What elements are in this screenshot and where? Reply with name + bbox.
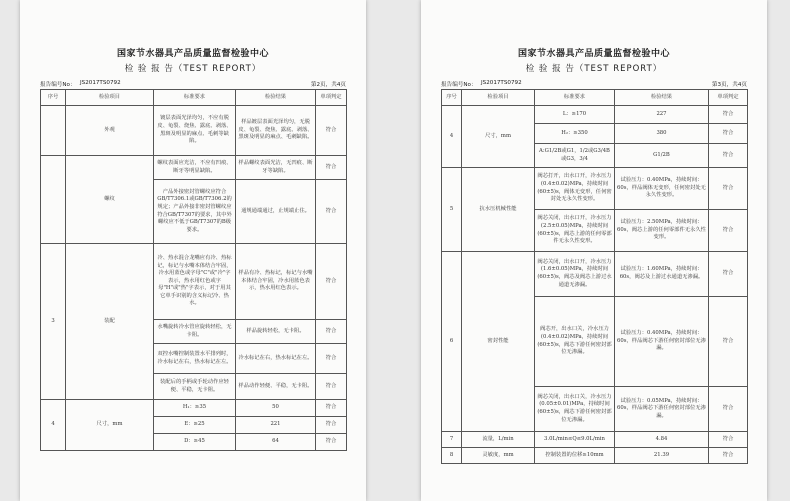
cell-requirement: E：≥25 — [154, 417, 236, 434]
cell-item: 灵敏度，mm — [462, 448, 535, 464]
cell-item: 尺寸，mm — [462, 106, 535, 168]
cell-verdict: 符合 — [709, 432, 748, 448]
report-no-label: 报告编号No： — [40, 82, 76, 88]
cell-requirement: H₂：≥350 — [535, 124, 615, 144]
cell-verdict: 符合 — [316, 374, 347, 400]
report-no: JS2017TS0792 — [80, 80, 121, 86]
inspection-table — [441, 89, 748, 464]
cell-result: 通规通端通过，止规端止住。 — [236, 180, 316, 244]
report-title: 检 验 报 告（TEST REPORT） — [525, 64, 663, 74]
cell-verdict: 符合 — [316, 320, 347, 344]
cell-verdict: 符合 — [316, 344, 347, 374]
table-row — [442, 252, 748, 297]
cell-no — [41, 106, 66, 156]
table-row — [442, 448, 748, 464]
cell-verdict: 符合 — [709, 168, 748, 210]
report-title: 检 验 报 告（TEST REPORT） — [124, 64, 262, 74]
cell-result: 50 — [236, 400, 316, 417]
cell-result: 64 — [236, 434, 316, 451]
cell-result: 227 — [615, 106, 709, 124]
cell-result: 试验压力：0.40MPa，持续时间：60s，样品阀芯下游任何密封部位无渗漏。 — [615, 297, 709, 387]
cell-requirement: 阀芯关闭，出水口关，冷水压力(0.05±0.01)MPa，持续时间(60±5)s，阀芯下游任何密封部位无渗漏。 — [535, 387, 615, 432]
table-row — [41, 106, 347, 156]
cell-requirement: 螺纹表面应光洁，不应有凹痕、断牙等明显缺陷。 — [154, 156, 236, 180]
cell-result: 试验压力：0.40MPa，持续时间：60s，样品阀体无变形，任何密封处无永久性变形。 — [615, 168, 709, 210]
cell-verdict: 符合 — [709, 448, 748, 464]
cell-requirement: 阀芯关闭，出水口开，冷水压力(2.5±0.05)MPa，持续时间(60±5)s，阀芯上游的任何零部件无永久性变形。 — [535, 210, 615, 252]
cell-item: 外观 — [66, 106, 154, 156]
cell-requirement: 3.0L/min≤Q≤9.0L/min — [535, 432, 615, 448]
col-header-result: 检验结果 — [615, 90, 709, 106]
cell-requirement: 阀芯开，出水口关，冷水压力(0.4±0.02)MPa，持续时间(60±5)s，阀芯下游任何密封部位无渗漏。 — [535, 297, 615, 387]
cell-item: 抗水压机械性能 — [462, 168, 535, 252]
cell-requirement: 产品外接密封管螺纹应符合GB/T7306.1或GB/T7306.2的规定；产品外接非密封管螺纹应符合GB/T7307的要求，其中外螺纹应不低于GB/T7307的B级要求。 — [154, 180, 236, 244]
cell-requirement: D：≥45 — [154, 434, 236, 451]
table-row — [442, 168, 748, 210]
page-number: 第2页，共4页 — [310, 82, 346, 88]
col-header-verdict: 单项判定 — [316, 90, 347, 106]
cell-result: 样品螺纹表面光洁，无凹痕、断牙等缺陷。 — [236, 156, 316, 180]
report-page-2 — [20, 0, 366, 501]
cell-result: 221 — [236, 417, 316, 434]
cell-result: G1/2B — [615, 144, 709, 168]
col-header-no: 序号 — [442, 90, 462, 106]
cell-item: 流量，L/min — [462, 432, 535, 448]
cell-requirement: 装配后的手柄或手轮动作应轻便、平稳，无卡阻。 — [154, 374, 236, 400]
cell-verdict: 符合 — [316, 156, 347, 180]
cell-verdict: 符合 — [709, 106, 748, 124]
cell-requirement: H₁：≥35 — [154, 400, 236, 417]
cell-no — [41, 156, 66, 244]
cell-verdict: 符合 — [709, 144, 748, 168]
cell-no: 5 — [442, 168, 462, 252]
cell-item: 装配 — [66, 244, 154, 400]
page-number: 第3页，共4页 — [711, 82, 747, 88]
cell-item: 尺寸，mm — [66, 400, 154, 451]
cell-item: 螺纹 — [66, 156, 154, 244]
cell-no: 6 — [442, 252, 462, 432]
table-header-row — [41, 90, 347, 106]
cell-verdict: 符合 — [316, 106, 347, 156]
cell-verdict: 符合 — [709, 297, 748, 387]
table-row — [442, 106, 748, 124]
cell-result: 试验压力：0.05MPa，持续时间：60s，样品阀芯下游任何密封部位无渗漏。 — [615, 387, 709, 432]
cell-requirement: 阀芯打开，出水口开，冷水压力(0.4±0.02)MPa，持续时间(60±5)s，阀体无变形，任何密封处无永久性变形。 — [535, 168, 615, 210]
cell-requirement: 阀芯关闭，出水口开，冷水压力(1.6±0.05)MPa，持续时间(60±5)s，阀芯及阀芯上游过水通道无渗漏。 — [535, 252, 615, 297]
cell-verdict: 符合 — [316, 400, 347, 417]
cell-result: 试验压力：2.50MPa，持续时间：60s，阀芯上游的任何零部件无永久性变形。 — [615, 210, 709, 252]
cell-no: 8 — [442, 448, 462, 464]
report-no: JS2017TS0792 — [481, 80, 522, 86]
institution-name: 国家节水器具产品质量监督检验中心 — [116, 49, 269, 59]
cell-no: 3 — [41, 244, 66, 400]
col-header-item: 检验项目 — [462, 90, 535, 106]
cell-requirement: L：≥170 — [535, 106, 615, 124]
cell-verdict: 符合 — [709, 252, 748, 297]
cell-no: 4 — [442, 106, 462, 168]
cell-result: 样品动作轻便、平稳，无卡阻。 — [236, 374, 316, 400]
table-row — [41, 244, 347, 320]
col-header-requirement: 标准要求 — [535, 90, 615, 106]
cell-result: 380 — [615, 124, 709, 144]
institution-name: 国家节水器具产品质量监督检验中心 — [517, 49, 670, 59]
col-header-verdict: 单项判定 — [709, 90, 748, 106]
table-row — [41, 400, 347, 417]
cell-result: 样品有冷、热标记，标记与水嘴本体结合牢固，冷水用蓝色表示，热水用红色表示。 — [236, 244, 316, 320]
cell-item: 密封性能 — [462, 252, 535, 432]
table-row — [41, 156, 347, 180]
cell-requirement: 双控水嘴控制装置水平排列时，冷水标记在右，热水标记在左。 — [154, 344, 236, 374]
cell-result: 冷水标记在右，热水标记在左。 — [236, 344, 316, 374]
cell-result: 样品镀层表面光泽均匀，无脱皮、龟裂、烧焦、露底、剥落、黑斑及明显的麻点、毛刺缺陷。 — [236, 106, 316, 156]
cell-requirement: 水嘴旋转冷水管应旋转轻松，无卡阻。 — [154, 320, 236, 344]
cell-verdict: 符合 — [316, 417, 347, 434]
report-page-3 — [421, 0, 767, 501]
cell-verdict: 符合 — [316, 434, 347, 451]
cell-result: 样品旋转轻松，无卡阻。 — [236, 320, 316, 344]
cell-requirement: 镀层表面光泽均匀，不应有脱皮、龟裂、烧焦、露底、剥落、黑斑及明显的麻点、毛刺等缺陷。 — [154, 106, 236, 156]
col-header-requirement: 标准要求 — [154, 90, 236, 106]
col-header-no: 序号 — [41, 90, 66, 106]
report-no-label: 报告编号No： — [441, 82, 477, 88]
cell-verdict: 符合 — [709, 387, 748, 432]
inspection-table — [40, 89, 347, 451]
cell-requirement: A:G1/2B或G1，1/2或G3/4B或G3，3/4 — [535, 144, 615, 168]
col-header-result: 检验结果 — [236, 90, 316, 106]
cell-requirement: 冷、热水混合龙嘴应有冷、热标记，标记与水嘴本体结合牢固，冷水用蓝色或字母"C"或"冷"字表示，热水用红色或字母"H"或"热"字表示，对于用其它单手识别的含义标记冷、热水。 — [154, 244, 236, 320]
cell-result: 21.39 — [615, 448, 709, 464]
cell-result: 试验压力：1.60MPa，持续时间：60s，阀芯及上游过水通道无渗漏。 — [615, 252, 709, 297]
table-header-row — [442, 90, 748, 106]
cell-requirement: 控制装置的位移≥10mm — [535, 448, 615, 464]
cell-result: 4.84 — [615, 432, 709, 448]
cell-no: 7 — [442, 432, 462, 448]
cell-verdict: 符合 — [316, 180, 347, 244]
cell-no: 4 — [41, 400, 66, 451]
cell-verdict: 符合 — [316, 244, 347, 320]
col-header-item: 检验项目 — [66, 90, 154, 106]
cell-verdict: 符合 — [709, 124, 748, 144]
cell-verdict: 符合 — [709, 210, 748, 252]
table-row — [442, 432, 748, 448]
